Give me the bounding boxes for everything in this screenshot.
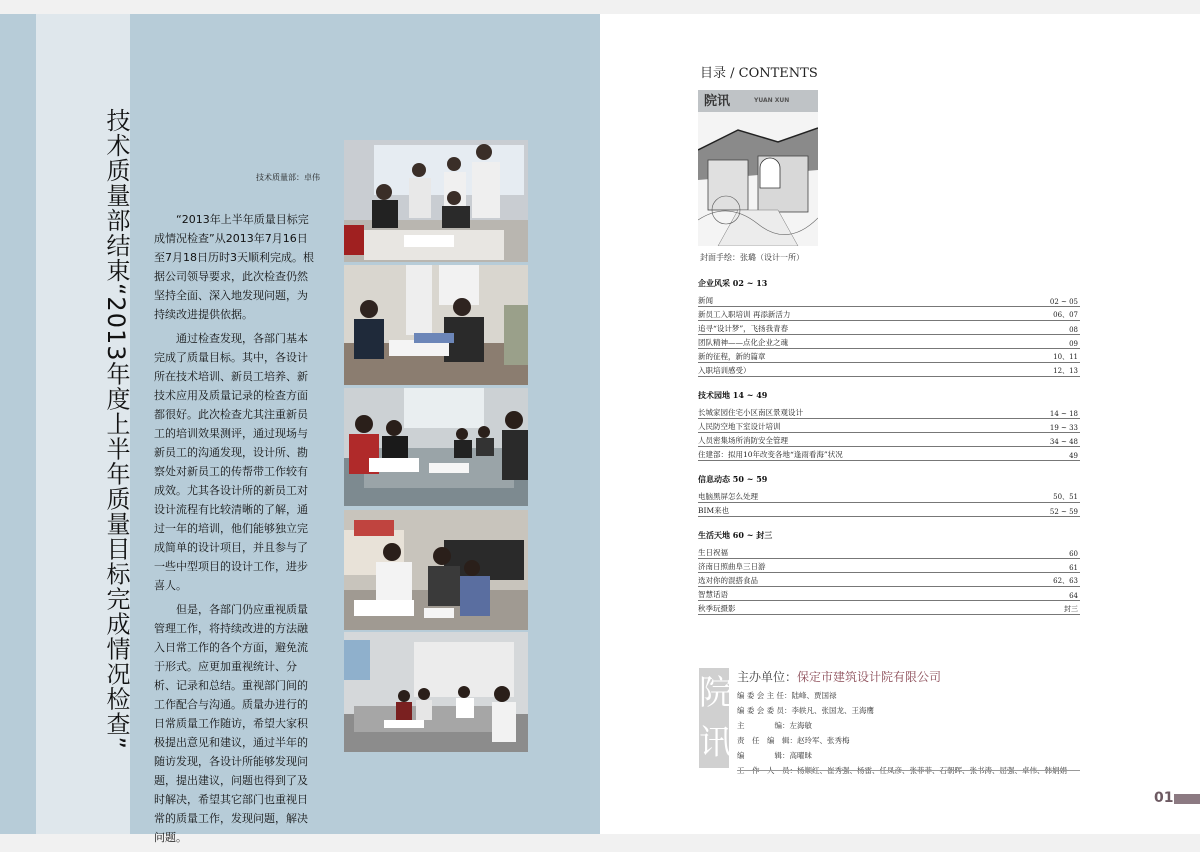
toc-entry[interactable]: [698, 405, 1080, 419]
article-body: [154, 210, 314, 852]
article-paragraph-3: 但是，各部门仍应重视质量管理工作，将持续改进的方法融入日常工作的各个方面，避免流于形式。应更加重视统计、分析、记录和总结。重视部门间的工作配合与沟通。质量办进行的日常质量工作随访，希望大家积极提出意见和建议，通过半年的随访发现，各设计所能够发现问题，提出建议，问题也得到了及时解决，希望其它部门也重视日常的质量工作，发现问题，解决问题。: [154, 603, 308, 844]
toc-entry[interactable]: [698, 433, 1080, 447]
toc-entry-label: 团队精神——点化企业之魂: [698, 338, 788, 347]
toc-entry[interactable]: [698, 321, 1080, 335]
staff-line: 主 编：左海敏: [737, 721, 812, 730]
toc-entry-label: 生日祝福: [698, 548, 728, 557]
staff-line: 编 委 会 委 员：李轶凡、张国龙、王海鹰: [737, 706, 875, 715]
toc-entry-page: 19 ~ 33: [1049, 424, 1078, 432]
toc-entry-label: 智慧话语: [698, 590, 728, 599]
toc-entry-page: 52 ~ 59: [1049, 508, 1078, 516]
cover-title: 院讯: [704, 94, 731, 109]
cover-caption: 封面手绘：张璐（设计一所）: [700, 253, 804, 262]
host-label: 主办单位：: [737, 670, 798, 684]
toc-entry-page: 50、51: [1053, 493, 1078, 501]
toc-section-title: 生活天地 60 ~ 封三: [698, 530, 773, 540]
toc-entry-label: BIM来也: [698, 506, 730, 515]
toc-entry-page: 49: [1069, 452, 1078, 460]
toc-entry[interactable]: [698, 419, 1080, 433]
toc-entry-label: 入职培训感受）: [698, 366, 751, 375]
toc-entry-page: 09: [1069, 340, 1078, 348]
toc-entry-label: 新员工入职培训 再添新活力: [698, 310, 791, 319]
toc-entry-label: 选对你的混搭食品: [698, 576, 758, 585]
staff-line: 工 作 人 员：杨顺红、崔秀强、杨雷、任凤彦、张菲菲、石朝晖、张书涛、屈强、卓伟、韩娟娟: [737, 766, 1067, 775]
toc-entry-page: 34 ~ 48: [1049, 438, 1078, 446]
toc-entry-page: 61: [1069, 564, 1078, 572]
toc-entry-page: 60: [1069, 550, 1078, 558]
toc-entry[interactable]: [698, 335, 1080, 349]
toc-section: [698, 474, 1080, 517]
toc-entry-page: 10、11: [1053, 353, 1078, 361]
toc-entry-page: 62、63: [1053, 577, 1078, 585]
toc-section-title: 技术园地 14 ~ 49: [698, 390, 768, 400]
toc-entry-label: 长城家园住宅小区南区景观设计: [698, 408, 803, 417]
toc-entry-label: 人员密集场所消防安全管理: [698, 436, 788, 445]
article-paragraph-2: 通过检查发现，各部门基本完成了质量目标。其中，各设计所在技术培训、新员工培养、新技术应用及质量记录的检查方面都很好。此次检查尤其注重新员工的培训效果测评，通过现场与新员工的沟通发现，设计所、勘察处对新员工的传帮带工作较有成效。尤其各设计所的新员工对设计流程有比较清晰的了解，通过一年的培训，他们能够独立完成简单的设计项目，并且参与了一些中型项目的设计工作，进步喜人。: [154, 332, 308, 592]
toc-entry-page: 06、07: [1053, 311, 1078, 319]
inspection-photo-2: [344, 265, 528, 385]
toc-entry[interactable]: [698, 307, 1080, 321]
toc-entry-label: 住建部：拟用10年改变各地“逢雨看海”状况: [698, 450, 843, 459]
toc-entry-label: 人民防空地下室设计培训: [698, 422, 781, 431]
toc-entry-page: 14 ~ 18: [1049, 410, 1078, 418]
staff-line: 编 辑：高曜昧: [737, 751, 812, 760]
contents-heading: 目录 / CONTENTS: [700, 66, 818, 81]
toc-entry[interactable]: [698, 559, 1080, 573]
toc-section: [698, 530, 1080, 615]
toc-entry[interactable]: [698, 489, 1080, 503]
cover-title-latin: YUAN XUN: [754, 97, 790, 104]
host-organization: [737, 668, 941, 685]
cover-thumbnail: [698, 90, 818, 246]
toc-entry[interactable]: [698, 447, 1080, 461]
toc-entry[interactable]: [698, 587, 1080, 601]
toc-entry-label: 济南日照曲阜三日游: [698, 562, 766, 571]
inspection-photo-1: [344, 140, 528, 262]
toc-entry-label: 秋季玩摄影: [698, 604, 736, 613]
inspection-photo-4: [344, 510, 528, 630]
page-number-bar: [1174, 794, 1200, 804]
article-title: 技术质量部结束“2013年度上半年质量目标完成情况检查”: [102, 108, 130, 750]
editorial-staff-list: [737, 688, 1067, 778]
toc-section: [698, 390, 1080, 461]
toc-entry-page: 02 ~ 05: [1049, 298, 1078, 306]
toc-entry[interactable]: [698, 349, 1080, 363]
toc-section-title: 信息动态 50 ~ 59: [698, 474, 768, 484]
host-org-name: 保定市建筑设计院有限公司: [797, 670, 942, 684]
toc-entry-label: 电脑黑屏怎么处理: [698, 492, 758, 501]
toc-entry-label: 追寻“设计梦”，飞扬我青春: [698, 324, 789, 333]
toc-entry-label: 新的征程，新的篇章: [698, 352, 766, 361]
toc-entry[interactable]: [698, 601, 1080, 615]
staff-line: 责 任 编 辑：赵玲军、张秀梅: [737, 736, 850, 745]
toc-entry-page: 12、13: [1053, 367, 1078, 375]
article-paragraph-1: “2013年上半年质量目标完成情况检查”从2013年7月16日至7月18日历时3天顺利完成。根据公司领导要求，此次检查仍然坚持全面、深入地发现问题，为持续改进提供依据。: [154, 213, 314, 321]
staff-line: 编 委 会 主 任：陆峰、贾国禄: [737, 691, 837, 700]
article-author: 技术质量部：卓伟: [256, 173, 320, 182]
toc-entry[interactable]: [698, 363, 1080, 377]
table-of-contents: [698, 278, 1080, 628]
inspection-photo-5: [344, 632, 528, 752]
toc-section: [698, 278, 1080, 377]
toc-entry-page: 封三: [1064, 605, 1078, 613]
toc-entry[interactable]: [698, 573, 1080, 587]
toc-section-title: 企业风采 02 ~ 13: [698, 278, 768, 288]
toc-entry[interactable]: [698, 545, 1080, 559]
staff-divider: [737, 770, 1080, 771]
toc-entry[interactable]: [698, 293, 1080, 307]
masthead-char-yuan: 院: [699, 668, 729, 718]
toc-entry-label: 新闻: [698, 296, 713, 305]
toc-entry-page: 64: [1069, 592, 1078, 600]
masthead-char-xun: 讯: [699, 718, 729, 768]
page-number: 01: [1154, 790, 1174, 806]
toc-entry[interactable]: [698, 503, 1080, 517]
toc-entry-page: 08: [1069, 326, 1078, 334]
inspection-photo-3: [344, 388, 528, 506]
